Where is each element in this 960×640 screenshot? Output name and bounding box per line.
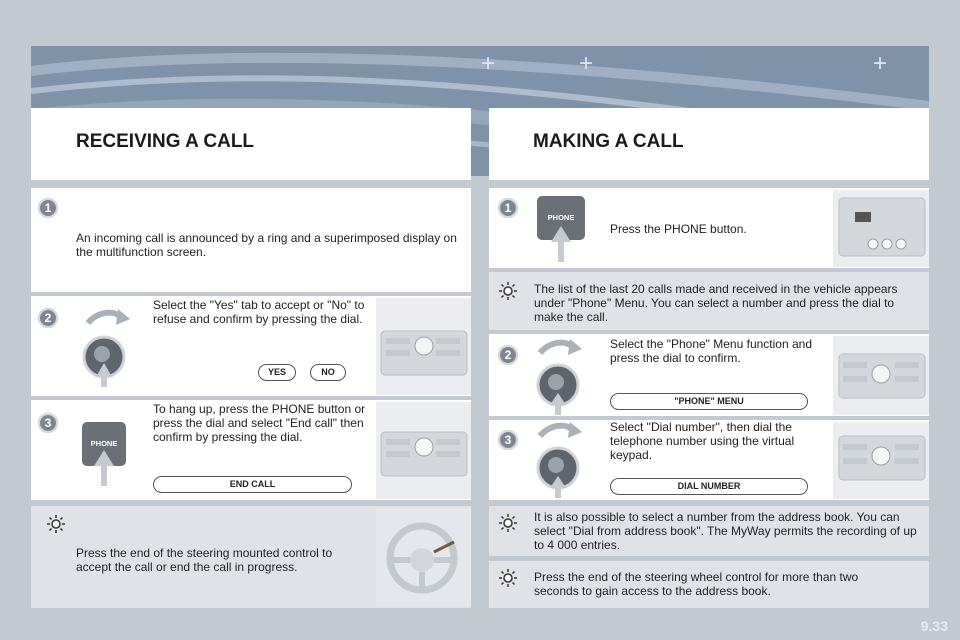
receiving-step1-text: An incoming call is announced by a ring and a superimposed display on the multifunction screen.: [76, 231, 457, 259]
console-icon: [833, 336, 929, 415]
making-tip2-text: It is also possible to select a number from the address book. You can select "Dial from address book". The MyWay permits the recording of up to 4 000 entries.: [534, 510, 917, 552]
no-tab[interactable]: NO: [310, 364, 346, 381]
rotate-arrow-icon: [78, 305, 138, 390]
rotate-arrow-icon: [530, 337, 590, 417]
receiving-step3-text: To hang up, press the PHONE button or press the dial and select "End call" then confirm by pressing the dial.: [153, 402, 366, 444]
step-number-badge: 2: [38, 308, 58, 328]
phone-button-icon: PHONE: [82, 422, 126, 466]
phone-button-icon: PHONE: [537, 196, 585, 240]
console-image: [376, 402, 471, 499]
dial-number-tab[interactable]: DIAL NUMBER: [610, 478, 808, 495]
console-icon: [833, 422, 929, 499]
tip-sun-icon: [498, 568, 518, 588]
steering-wheel-icon: [376, 508, 471, 606]
console-icon: [833, 190, 929, 267]
steering-wheel-image: [376, 508, 471, 606]
step-number-badge: 2: [498, 345, 518, 365]
svg-text:+: +: [873, 50, 888, 77]
making-step2-text: Select the "Phone" Menu function and press the dial to confirm.: [610, 337, 812, 365]
console-image: [833, 336, 929, 415]
end-call-tab[interactable]: END CALL: [153, 476, 352, 493]
receiving-tip-text: Press the end of the steering mounted control to accept the call or end the call in progress.: [76, 546, 333, 574]
svg-text:+: +: [579, 50, 594, 77]
tip-sun-icon: [46, 514, 66, 534]
receiving-step2-text: Select the "Yes" tab to accept or "No" to refuse and confirm by pressing the dial.: [153, 298, 365, 326]
tip-sun-icon: [498, 513, 518, 533]
press-arrow-icon: [549, 224, 573, 264]
step-number-badge: 1: [38, 198, 58, 218]
press-arrow-icon: [92, 448, 116, 488]
making-tip3-text: Press the end of the steering wheel control for more than two seconds to gain access to the address book.: [534, 570, 859, 598]
step-number-badge: 3: [38, 413, 58, 433]
phone-menu-tab[interactable]: "PHONE" MENU: [610, 393, 808, 410]
console-image: [833, 190, 929, 267]
step-number-badge: 3: [498, 430, 518, 450]
svg-text:+: +: [481, 50, 496, 77]
making-step3-text: Select "Dial number", then dial the telephone number using the virtual keypad.: [610, 420, 795, 462]
console-image: [376, 298, 471, 395]
receiving-title: RECEIVING A CALL: [76, 131, 255, 152]
yes-tab[interactable]: YES: [258, 364, 296, 381]
console-image: [833, 422, 929, 499]
rotate-arrow-icon: [530, 420, 590, 500]
tip-sun-icon: [498, 281, 518, 301]
making-step1-text: Press the PHONE button.: [610, 222, 747, 236]
console-icon: [376, 298, 471, 395]
making-title: MAKING A CALL: [533, 131, 684, 152]
console-icon: [376, 402, 471, 499]
step-number-badge: 1: [498, 198, 518, 218]
page-number: 9.33: [920, 618, 948, 634]
making-tip1-text: The list of the last 20 calls made and received in the vehicle appears under "Phone" Menu. You can select a number and press the dial to make the call.: [534, 282, 898, 324]
